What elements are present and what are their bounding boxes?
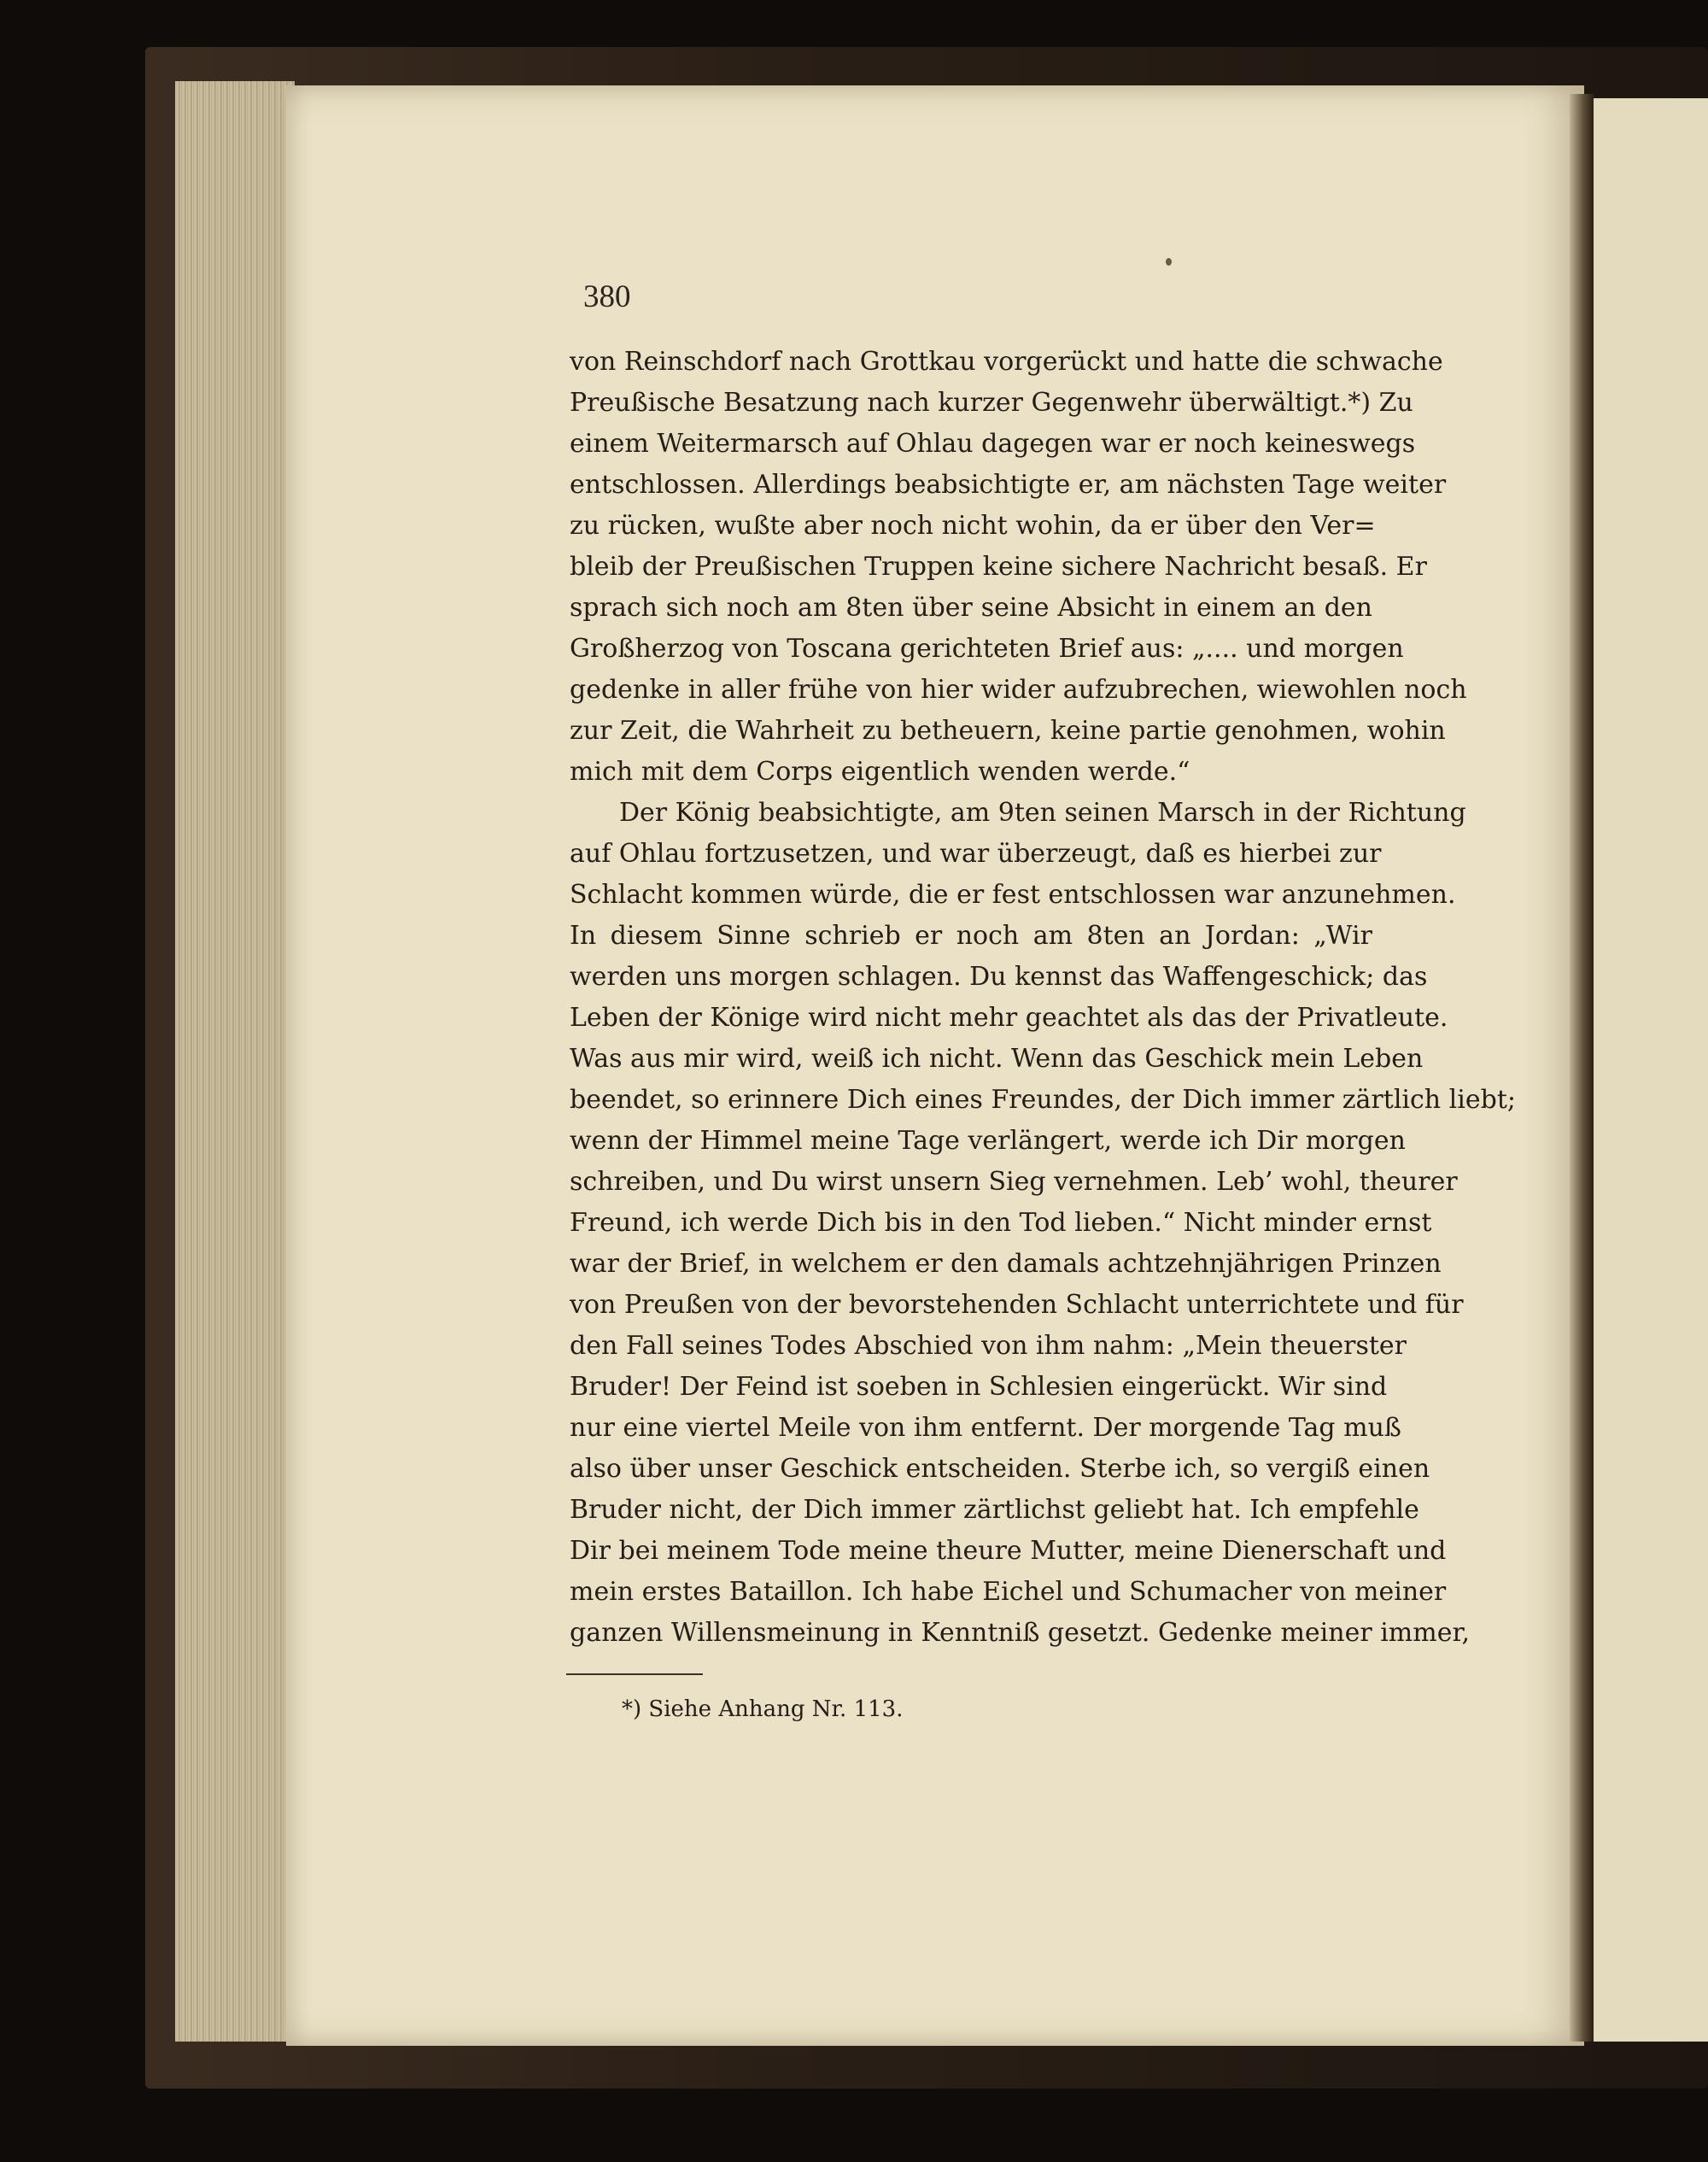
text-line: ganzen Willensmeinung in Kenntniß gesetzt. Gedenke meiner immer,	[570, 1618, 1471, 1648]
text-line: zur Zeit, die Wahrheit zu betheuern, keine partie genohmen, wohin	[570, 716, 1446, 746]
text-line: beendet, so erinnere Dich eines Freundes, der Dich immer zärtlich liebt;	[570, 1085, 1516, 1115]
footnote-divider	[566, 1673, 703, 1675]
text-line: Preußische Besatzung nach kurzer Gegenwehr überwältigt.*) Zu	[570, 388, 1413, 418]
text-line: Der König beabsichtigte, am 9ten seinen Marsch in der Richtung	[619, 798, 1466, 828]
text-line: Dir bei meinem Tode meine theure Mutter, meine Dienerschaft und	[570, 1536, 1447, 1566]
text-line: bleib der Preußischen Truppen keine sichere Nachricht besaß. Er	[570, 552, 1427, 582]
body-text	[570, 342, 1516, 1654]
text-line: den Fall seines Todes Abschied von ihm nahm: „Mein theuerster	[570, 1331, 1407, 1361]
text-line: Was aus mir wird, weiß ich nicht. Wenn das Geschick mein Leben	[570, 1044, 1424, 1074]
text-line: werden uns morgen schlagen. Du kennst das Waffengeschick; das	[570, 962, 1428, 992]
page-number: 380	[583, 279, 631, 314]
page-edges	[175, 81, 295, 2042]
text-line: Großherzog von Toscana gerichteten Brief aus: „.... und morgen	[570, 634, 1404, 664]
text-line: Bruder nicht, der Dich immer zärtlichst geliebt hat. Ich empfehle	[570, 1495, 1419, 1525]
text-line: auf Ohlau fortzusetzen, und war überzeugt, daß es hierbei zur	[570, 839, 1382, 869]
text-line: von Preußen von der bevorstehenden Schlacht unterrichtete und für	[570, 1290, 1464, 1320]
text-line: Leben der Könige wird nicht mehr geachtet als das der Privatleute.	[570, 1003, 1448, 1033]
book-gutter	[1570, 94, 1594, 2042]
text-line: einem Weitermarsch auf Ohlau dagegen war er noch keineswegs	[570, 429, 1416, 459]
text-line: sprach sich noch am 8ten über seine Absicht in einem an den	[570, 593, 1372, 623]
text-line: Bruder! Der Feind ist soeben in Schlesien eingerückt. Wir sind	[570, 1372, 1388, 1402]
text-line: Schlacht kommen würde, die er fest entschlossen war anzunehmen.	[570, 880, 1456, 910]
text-line: gedenke in aller frühe von hier wider aufzubrechen, wiewohlen noch	[570, 675, 1467, 705]
text-line: mich mit dem Corps eigentlich wenden werde.“	[570, 757, 1190, 787]
text-line: also über unser Geschick entscheiden. Sterbe ich, so vergiß einen	[570, 1454, 1430, 1484]
paper-speck	[1166, 258, 1172, 266]
text-line: Freund, ich werde Dich bis in den Tod lieben.“ Nicht minder ernst	[570, 1208, 1432, 1238]
text-line: zu rücken, wußte aber noch nicht wohin, da er über den Ver=	[570, 511, 1376, 541]
text-line: schreiben, und Du wirst unsern Sieg vernehmen. Leb’ wohl, theurer	[570, 1167, 1458, 1197]
text-line: In diesem Sinne schrieb er noch am 8ten an Jordan: „Wir	[570, 921, 1372, 951]
footnote: *) Siehe Anhang Nr. 113.	[622, 1696, 904, 1722]
text-line: nur eine viertel Meile von ihm entfernt. Der morgende Tag muß	[570, 1413, 1401, 1443]
text-line: wenn der Himmel meine Tage verlängert, werde ich Dir morgen	[570, 1126, 1406, 1156]
facing-page	[1594, 98, 1708, 2042]
text-line: mein erstes Bataillon. Ich habe Eichel und Schumacher von meiner	[570, 1577, 1447, 1607]
text-line: entschlossen. Allerdings beabsichtigte er, am nächsten Tage weiter	[570, 470, 1447, 500]
text-line: war der Brief, in welchem er den damals achtzehnjährigen Prinzen	[570, 1249, 1442, 1279]
text-line: von Reinschdorf nach Grottkau vorgerückt und hatte die schwache	[570, 347, 1443, 377]
